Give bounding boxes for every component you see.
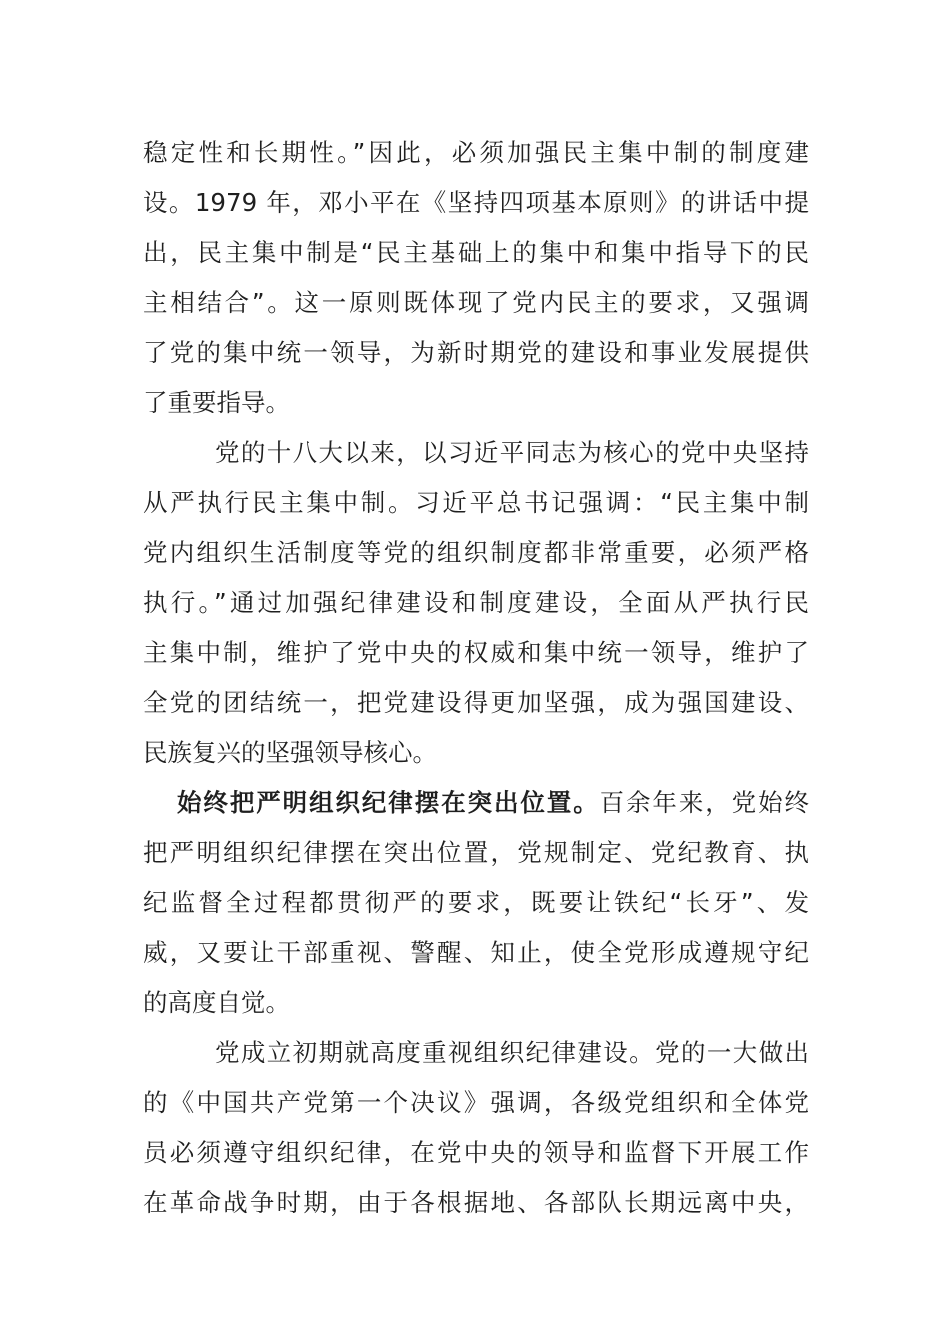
text-line: 在革命战争时期，由于各根据地、各部队长期远离中央， <box>143 1188 809 1217</box>
section-heading: 始终把严明组织纪律摆在突出位置。 <box>177 788 600 817</box>
text-line: 把严明组织纪律摆在突出位置，党规制定、党纪教育、执 <box>143 838 809 867</box>
text-line: 全党的团结统一，把党建设得更加坚强，成为强国建设、 <box>143 688 809 717</box>
paragraph <box>143 428 809 778</box>
text-line: 了党的集中统一领导，为新时期党的建设和事业发展提供 <box>143 338 809 367</box>
paragraph <box>143 778 809 1028</box>
text-line: 员必须遵守组织纪律，在党中央的领导和监督下开展工作 <box>143 1138 809 1167</box>
text-line: 党内组织生活制度等党的组织制度都非常重要，必须严格 <box>143 538 809 567</box>
text-run: 百余年来，党始终 <box>599 788 809 817</box>
text-line: 了重要指导。 <box>143 388 290 417</box>
text-line: 主相结合”。这一原则既体现了党内民主的要求，又强调 <box>143 288 809 317</box>
text-line <box>143 778 809 828</box>
text-line: 民族复兴的坚强领导核心。 <box>143 738 437 767</box>
text-line: 的《中国共产党第一个决议》强调，各级党组织和全体党 <box>143 1088 809 1117</box>
text-line: 从严执行民主集中制。习近平总书记强调：“民主集中制 <box>143 488 809 517</box>
paragraph <box>143 128 809 428</box>
document-body <box>143 128 809 1228</box>
text-line: 出，民主集中制是“民主基础上的集中和集中指导下的民 <box>143 238 809 267</box>
text-line: 党成立初期就高度重视组织纪律建设。党的一大做出 <box>215 1038 809 1067</box>
text-line: 设。1979 年，邓小平在《坚持四项基本原则》的讲话中提 <box>143 188 809 217</box>
text-line: 执行。”通过加强纪律建设和制度建设，全面从严执行民 <box>143 588 809 617</box>
text-line: 稳定性和长期性。”因此，必须加强民主集中制的制度建 <box>143 138 809 167</box>
text-line: 党的十八大以来，以习近平同志为核心的党中央坚持 <box>215 438 809 467</box>
paragraph <box>143 1028 809 1228</box>
text-line: 纪监督全过程都贯彻严的要求，既要让铁纪“长牙”、发 <box>143 888 809 917</box>
text-line: 威，又要让干部重视、警醒、知止，使全党形成遵规守纪 <box>143 938 809 967</box>
text-line: 主集中制，维护了党中央的权威和集中统一领导，维护了 <box>143 638 809 667</box>
text-line: 的高度自觉。 <box>143 988 290 1017</box>
